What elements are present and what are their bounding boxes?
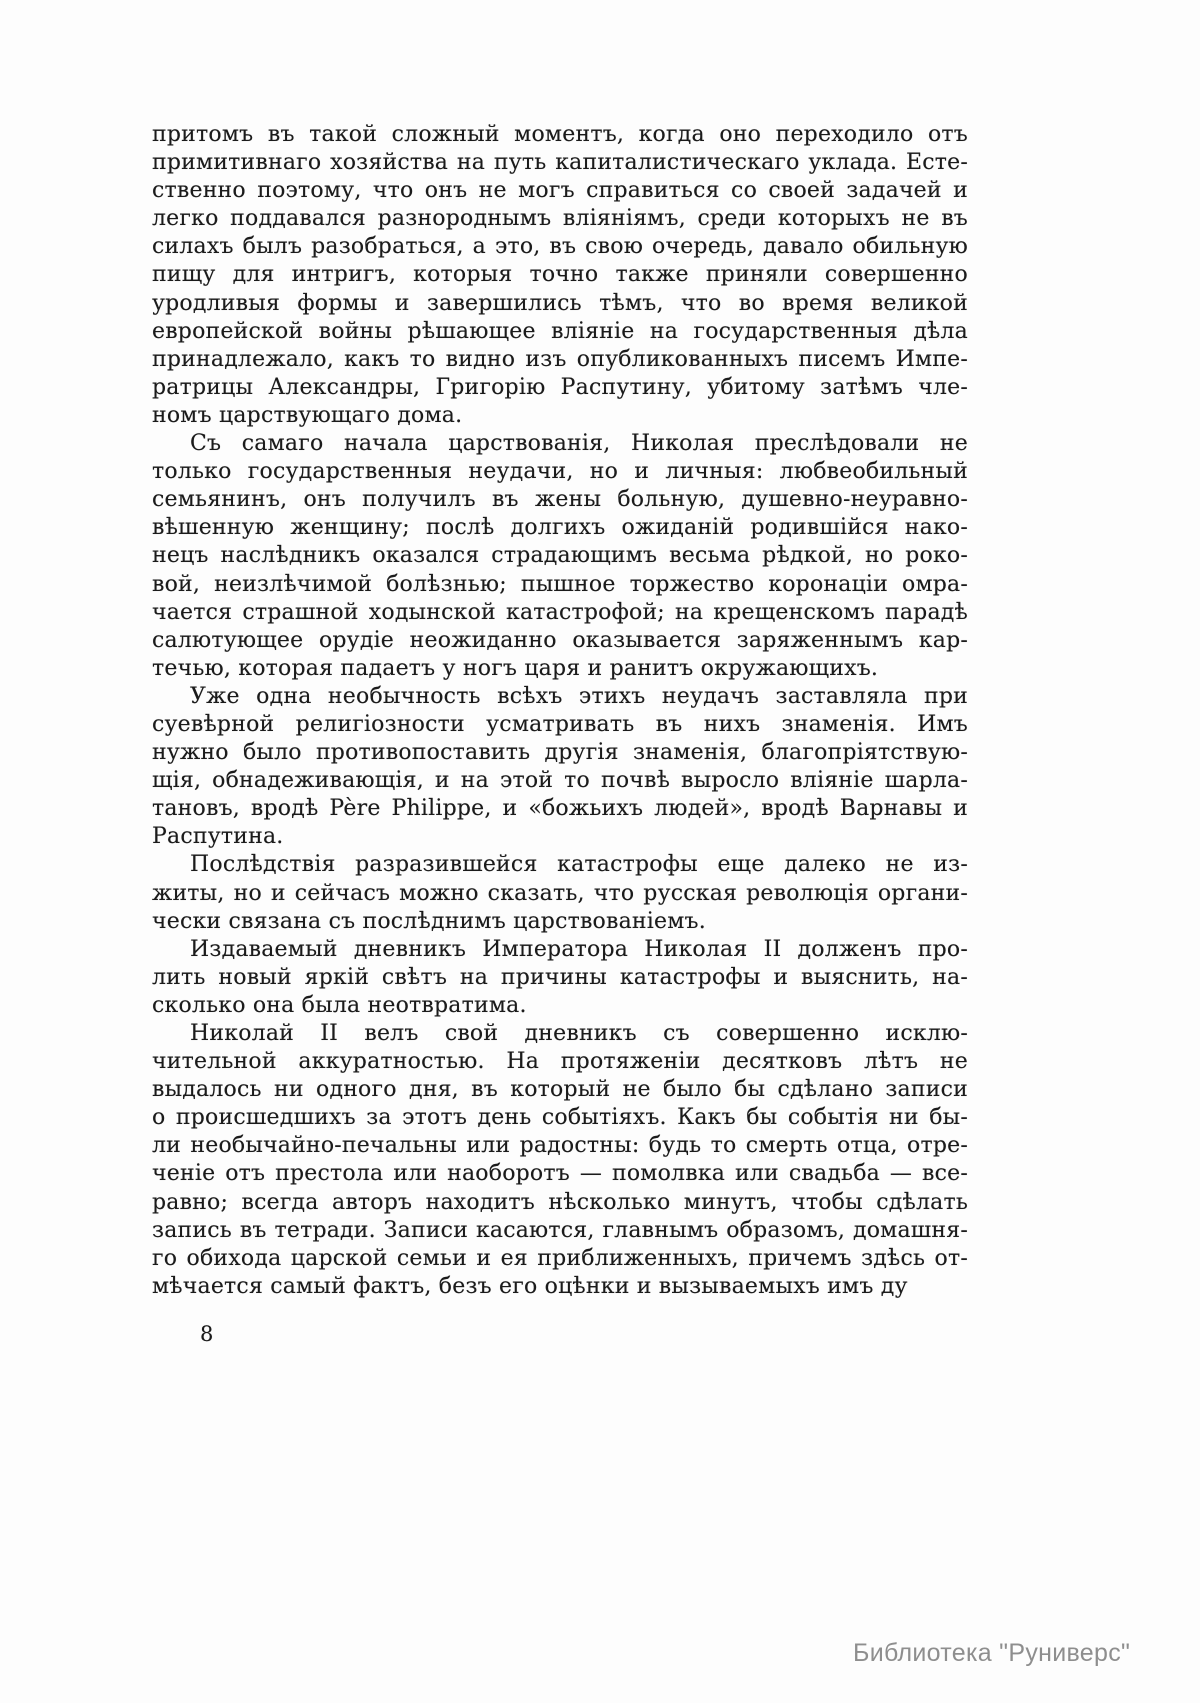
text-line: ственно поэтому, что онъ не могъ справиться со своей задачей и xyxy=(152,178,968,204)
text-line: ли необычайно-печальны или радостны: будь то смерть отца, отре- xyxy=(152,1133,968,1159)
text-line: салютующее орудіе неожиданно оказывается заряженнымъ кар- xyxy=(152,627,968,653)
text-line: Издаваемый дневникъ Императора Николая II долженъ про- xyxy=(190,936,968,962)
text-line: о происшедшихъ за этотъ день событіяхъ. Какъ бы событія ни бы- xyxy=(152,1105,968,1131)
text-line: ченіе отъ престола или наоборотъ — помолвка или свадьба — все- xyxy=(152,1161,968,1187)
text-line: тановъ, вродѣ Père Philippe, и «божьихъ людей», вродѣ Варнавы и xyxy=(152,796,968,822)
text-line: Уже одна необычность всѣхъ этихъ неудачъ заставляла при xyxy=(190,683,968,709)
text-line: Съ самаго начала царствованія, Николая преслѣдовали не xyxy=(190,431,968,457)
text-line: житы, но и сейчасъ можно сказать, что русская революція органи- xyxy=(152,880,968,906)
text-line: мѣчается самый фактъ, безъ его оцѣнки и вызываемыхъ имъ ду xyxy=(152,1273,908,1299)
text-line: сколько она была неотвратима. xyxy=(152,992,527,1018)
text-line: щія, обнадеживающія, и на этой то почвѣ выросло вліяніе шарла- xyxy=(152,768,968,794)
text-line: вѣшенную женщину; послѣ долгихъ ожиданій родившійся нако- xyxy=(152,515,968,541)
text-line: семьянинъ, онъ получилъ въ жены больную, душевно-неуравно- xyxy=(152,487,968,513)
paragraph xyxy=(152,851,968,935)
watermark-runiverse: Библиотека "Руниверс" xyxy=(853,1639,1131,1667)
text-line: примитивнаго хозяйства на путь капиталистическаго уклада. Есте- xyxy=(152,150,968,176)
text-line: Николай II велъ свой дневникъ съ совершенно исклю- xyxy=(190,1021,968,1046)
text-line: Послѣдствія разразившейся катастрофы еще далеко не из- xyxy=(190,852,968,878)
text-line: течью, которая падаетъ у ногъ царя и ранитъ окружающихъ. xyxy=(152,655,879,681)
text-line: силахъ былъ разобраться, а это, въ свою очередь, давало обильную xyxy=(152,234,968,260)
text-line: пищу для интригъ, которыя точно также приняли совершенно xyxy=(152,262,968,288)
paragraph xyxy=(152,936,968,1020)
text-line: го обихода царской семьи и ея приближенныхъ, причемъ здѣсь от- xyxy=(152,1245,968,1271)
text-line: Распутина. xyxy=(152,824,284,850)
text-line: выдалось ни одного дня, въ который не было бы сдѣлано записи xyxy=(152,1077,968,1103)
page-text xyxy=(152,121,968,1301)
text-line: чительной аккуратностью. На протяженіи десятковъ лѣтъ не xyxy=(152,1049,968,1075)
text-line: лить новый яркій свѣтъ на причины катастрофы и выяснить, на- xyxy=(152,964,968,990)
paragraph xyxy=(152,683,968,852)
text-line: чески связана съ послѣднимъ царствованіемъ. xyxy=(152,908,706,934)
paragraph xyxy=(152,1020,968,1301)
text-line: притомъ въ такой сложный моментъ, когда оно переходило отъ xyxy=(152,122,968,147)
text-line: ратрицы Александры, Григорію Распутину, убитому затѣмъ чле- xyxy=(152,374,968,400)
text-line: номъ царствующаго дома. xyxy=(152,402,463,428)
text-line: только государственныя неудачи, но и личныя: любвеобильный xyxy=(152,459,968,485)
page-number: 8 xyxy=(200,1322,214,1346)
paragraph xyxy=(152,121,968,430)
text-line: чается страшной ходынской катастрофой; на крещенскомъ парадѣ xyxy=(152,599,968,625)
text-line: легко поддавался разнороднымъ вліяніямъ, среди которыхъ не въ xyxy=(152,206,968,232)
text-line: запись въ тетради. Записи касаются, главнымъ образомъ, домашня- xyxy=(152,1217,968,1243)
text-line: нужно было противопоставить другія знаменія, благопріятствую- xyxy=(152,740,968,766)
text-line: уродливыя формы и завершились тѣмъ, что во время великой xyxy=(152,290,968,316)
text-line: равно; всегда авторъ находитъ нѣсколько минутъ, чтобы сдѣлать xyxy=(152,1189,968,1215)
text-line: принадлежало, какъ то видно изъ опубликованныхъ писемъ Импе- xyxy=(152,346,968,372)
text-line: вой, неизлѣчимой болѣзнью; пышное торжество коронаціи омра- xyxy=(152,571,968,597)
text-line: нецъ наслѣдникъ оказался страдающимъ весьма рѣдкой, но роко- xyxy=(152,543,968,569)
text-line: суевѣрной религіозности усматривать въ нихъ знаменія. Имъ xyxy=(152,711,968,737)
text-line: европейской войны рѣшающее вліяніе на государственныя дѣла xyxy=(152,318,968,344)
paragraph xyxy=(152,430,968,683)
